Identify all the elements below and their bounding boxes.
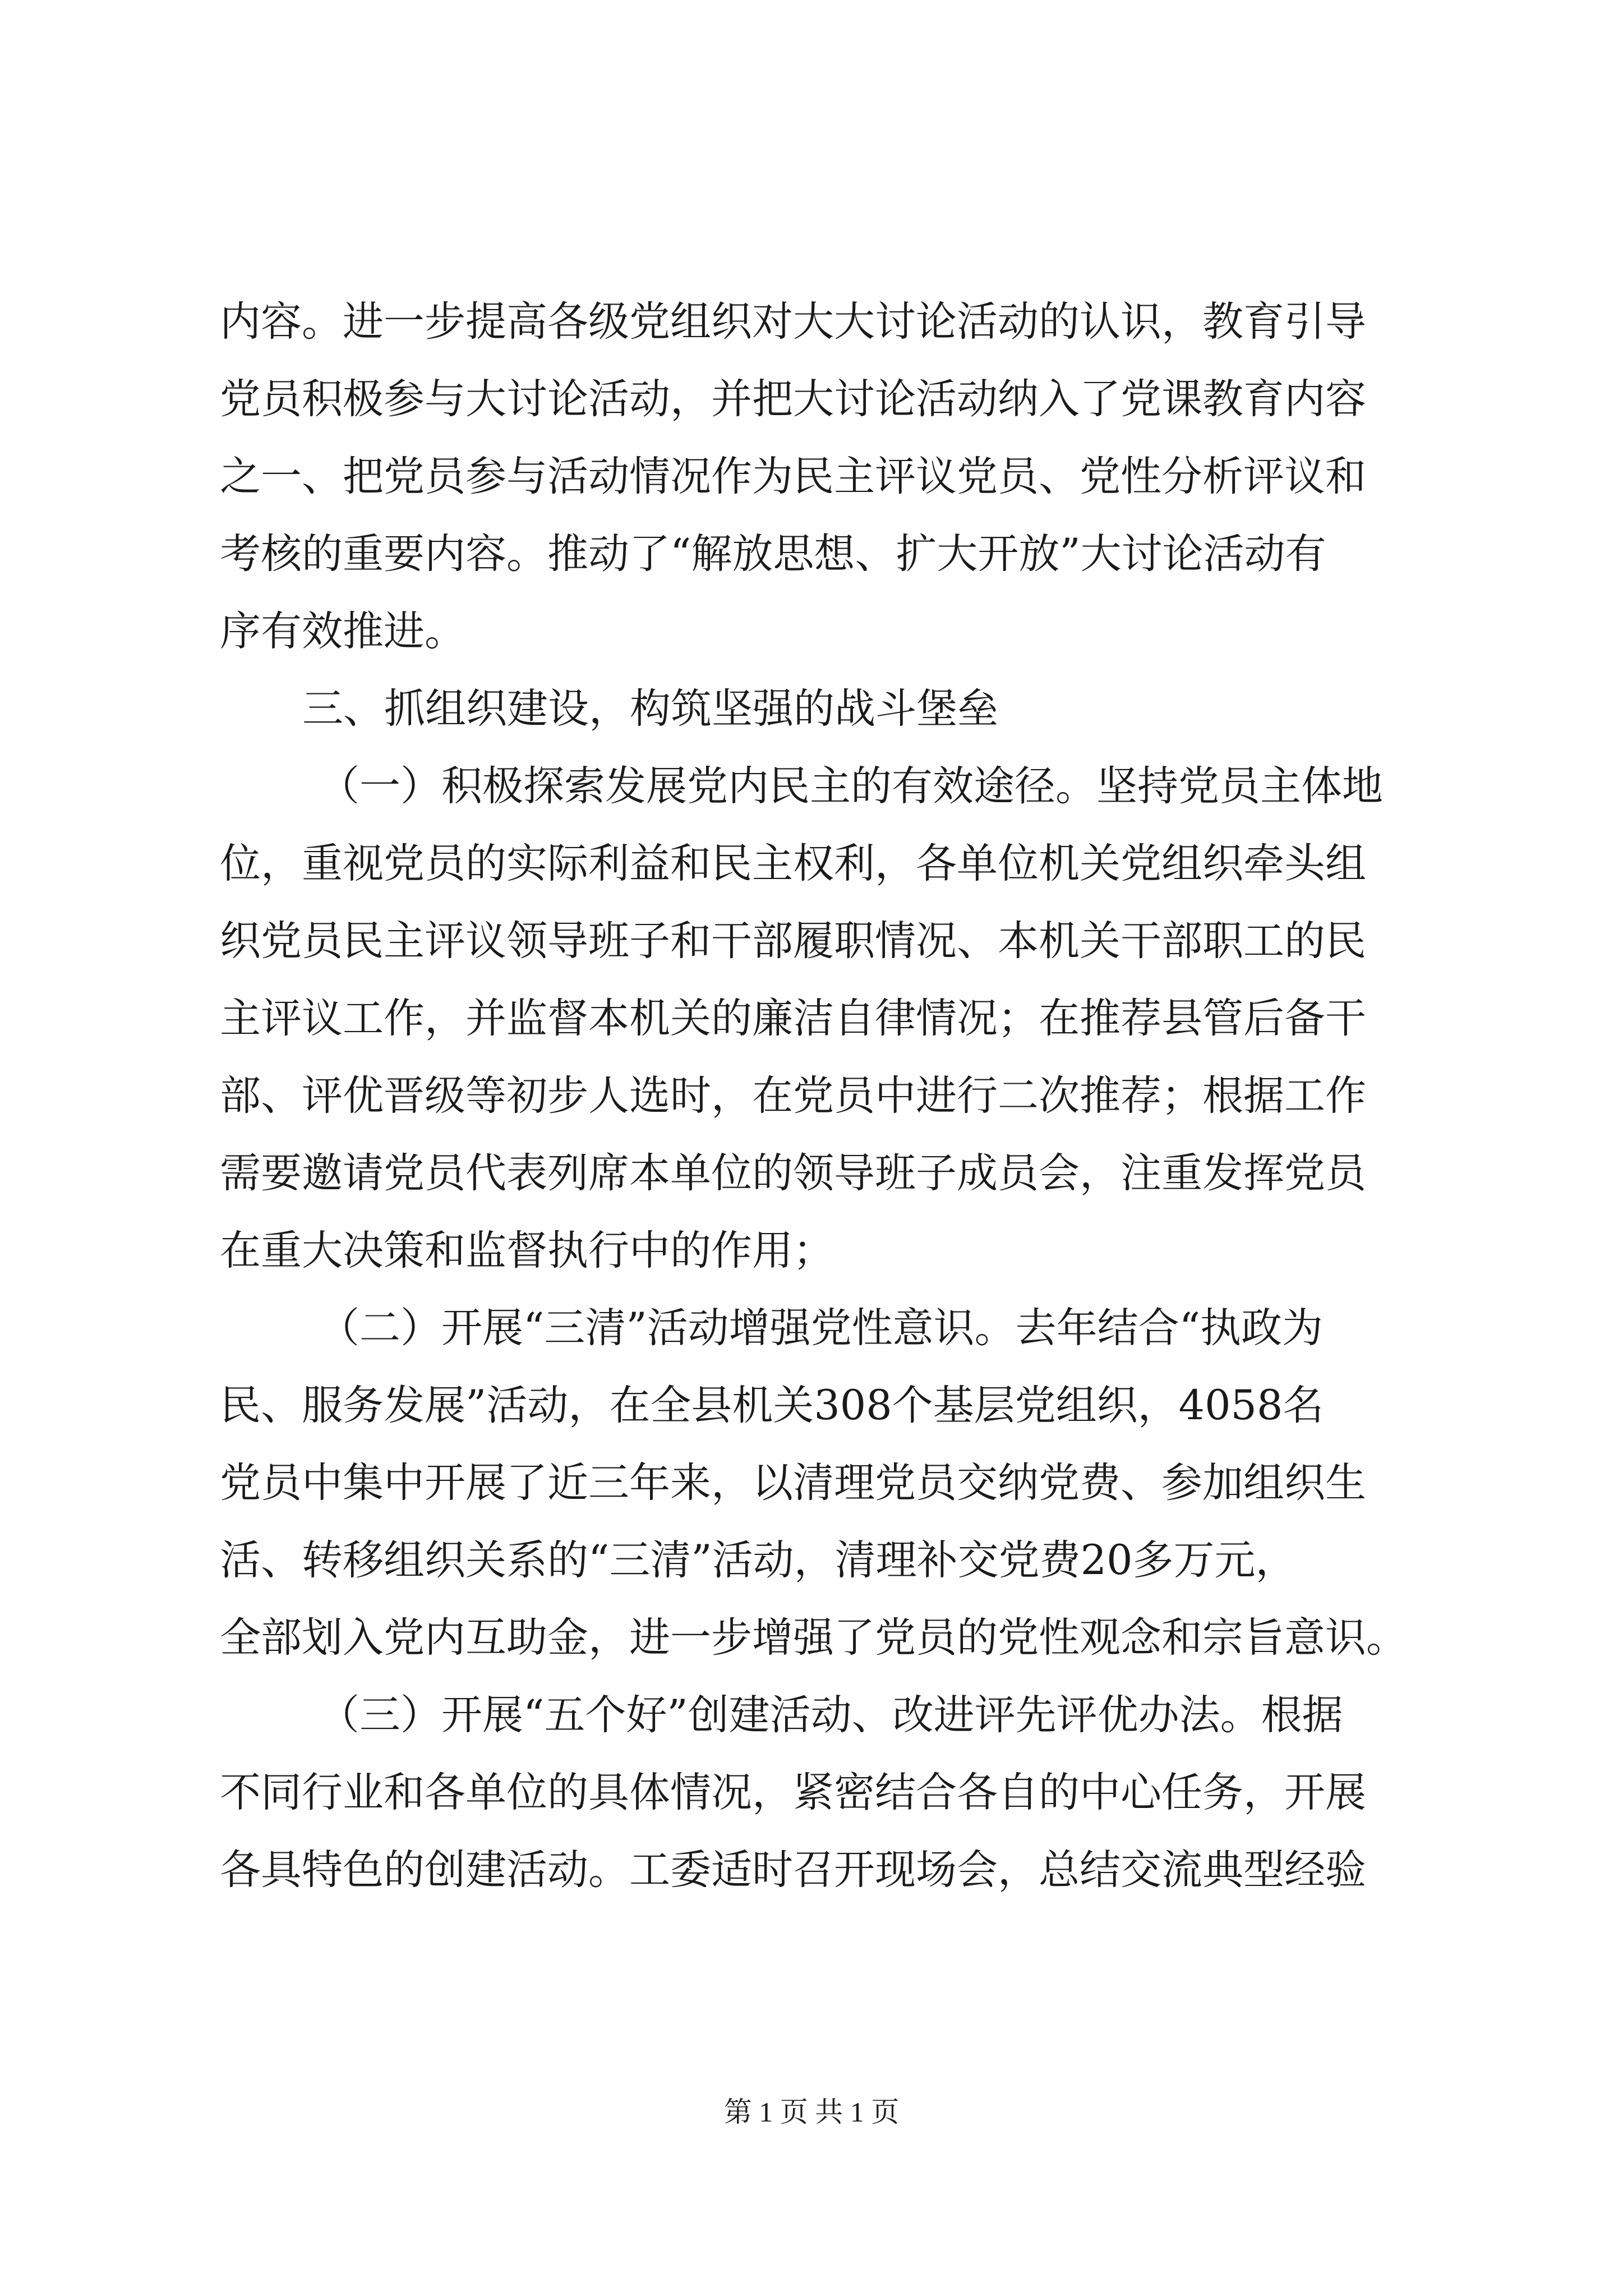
text-line: 之一、把党员参与活动情况作为民主评议党员、党性分析评议和 xyxy=(220,453,1366,500)
text-line: （一）积极探索发展党内民主的有效途径。坚持党员主体地 xyxy=(319,762,1383,810)
text-line: （三）开展“五个好”创建活动、改进评先评优办法。根据 xyxy=(319,1691,1343,1739)
text-line: 主评议工作，并监督本机关的廉洁自律情况；在推荐县管后备干 xyxy=(220,995,1366,1042)
text-line: 党员积极参与大讨论活动，并把大讨论活动纳入了党课教育内容 xyxy=(220,375,1366,423)
text-line: 全部划入党内互助金，进一步增强了党员的党性观念和宗旨意识。 xyxy=(220,1614,1407,1662)
text-line: 党员中集中开展了近三年来，以清理党员交纳党费、参加组织生 xyxy=(220,1459,1366,1507)
text-line: 内容。进一步提高各级党组织对大大讨论活动的认识，教育引导 xyxy=(220,298,1366,346)
text-line: 序有效推进。 xyxy=(220,608,465,655)
text-line: 民、服务发展”活动，在全县机关308个基层党组织，4058名 xyxy=(220,1382,1324,1429)
text-line: 织党员民主评议领导班子和干部履职情况、本机关干部职工的民 xyxy=(220,917,1366,965)
text-line: 位，重视党员的实际利益和民主权利，各单位机关党组织牵头组 xyxy=(220,840,1366,887)
text-line: （二）开展“三清”活动增强党性意识。去年结合“执政为 xyxy=(319,1304,1323,1352)
text-line: 活、转移组织关系的“三清”活动，清理补交党费20多万元， xyxy=(220,1536,1297,1584)
text-line: 部、评优晋级等初步人选时，在党员中进行二次推荐；根据工作 xyxy=(220,1072,1366,1120)
text-line: 需要邀请党员代表列席本单位的领导班子成员会，注重发挥党员 xyxy=(220,1149,1366,1197)
section-heading: 三、抓组织建设，构筑坚强的战斗堡垒 xyxy=(302,685,998,733)
document-body xyxy=(220,283,1420,1909)
text-line: 考核的重要内容。推动了“解放思想、扩大开放”大讨论活动有 xyxy=(220,530,1326,578)
text-line: 各具特色的创建活动。工委适时召开现场会，总结交流典型经验 xyxy=(220,1846,1366,1894)
text-line: 不同行业和各单位的具体情况，紧密结合各自的中心任务，开展 xyxy=(220,1769,1366,1816)
page-number-footer: 第 1 页 共 1 页 xyxy=(723,2096,900,2128)
text-line: 在重大决策和监督执行中的作用； xyxy=(220,1227,834,1274)
